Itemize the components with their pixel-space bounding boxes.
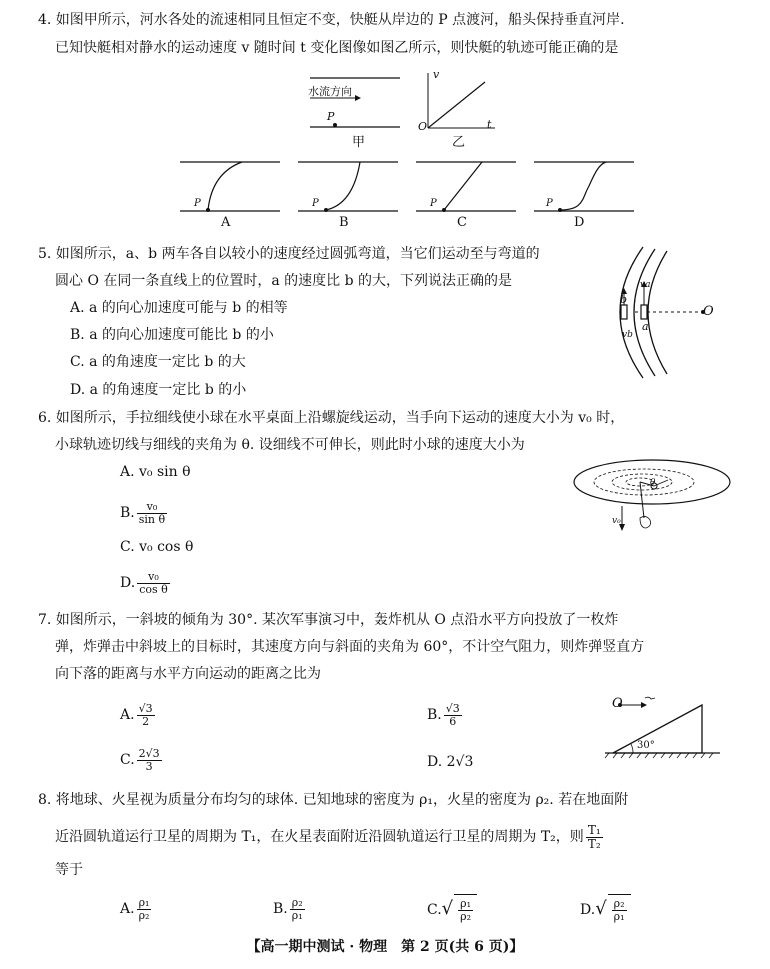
q6-figure [572,456,732,536]
q4-axis-t: t [487,118,492,131]
q5-option-c: C. a 的角速度一定比 b 的大 [70,354,246,370]
q4-caption-jia: 甲 [352,135,366,150]
q5-option-b: B. a 的向心加速度可能比 b 的小 [70,327,274,343]
q6-theta: θ [650,478,656,488]
q7-option-a: A. $\frac{√3}{2}$ [120,701,153,728]
q5-va: va [640,280,651,290]
q4-origin: O [418,120,428,133]
q5-line2: 圆心 O 在同一条直线上的位置时，a 的速度比 b 的大，下列说法正确的是 [55,273,513,289]
q4-line2: 已知快艇相对静水的运动速度 v 随时间 t 变化图像如图乙所示，则快艇的轨迹可能正确的是 [55,40,619,56]
q7-option-c: C. $\frac{2√3}{3}$ [120,746,160,773]
q7-figure [605,695,735,770]
q7-line3: 向下落的距离与水平方向运动的距离之比为 [55,666,321,682]
q5-car-b: b [620,293,628,306]
q5-option-d: D. a 的角速度一定比 b 的小 [70,382,247,398]
q7-angle: 30° [637,740,655,751]
q5-option-a: A. a 的向心加速度可能与 b 的相等 [70,300,288,316]
q8-option-b: B. $\frac{\text{ρ₂}}{\text{ρ₁}}$ [273,895,303,922]
q8-option-a: A. $\frac{\text{ρ₁}}{\text{ρ₂}}$ [120,895,150,922]
q7-line1: 7. 如图所示，一斜坡的倾角为 30°. 某次军事演习中，轰炸机从 O 点沿水平方向投放了一枚炸 [38,612,619,628]
q5-vb: vb [622,330,633,340]
q4-caption-yi: 乙 [452,135,466,150]
q4-option-b: B [339,215,349,230]
q8-line2: 近沿圆轨道运行卫星的周期为 T₁，在火星表面附近沿圆轨道运行卫星的周期为 T₂，则 $\frac{\text{T₁}}{\text{T₂}}$ [55,822,601,851]
q4-point-p: P [327,110,335,123]
q7-point-o: O [612,696,623,711]
q7-option-b: B. $\frac{√3}{6}$ [427,701,460,728]
q6-option-b: B. $\frac{\text{v₀}}{\text{sin θ}}$ [120,499,166,526]
q8-option-d: D.√ $\frac{\text{ρ₂}}{\text{ρ₁}}$ [580,894,631,925]
q7-option-d: D. 2√3 [427,754,474,770]
q7-line2: 弹，炸弹击中斜坡上的目标时，其速度方向与斜面的夹角为 60°，不计空气阻力，则炸弹竖直方 [55,639,645,655]
q6-option-c: C. v₀ cos θ [120,539,194,555]
q4-axis-v: v [433,68,440,81]
q6-line1: 6. 如图所示，手拉细线使小球在水平桌面上沿螺旋线运动，当手向下运动的速度大小为 v₀ 时， [38,410,625,426]
q5-car-a: a [642,320,649,333]
q6-line2: 小球轨迹切线与细线的夹角为 θ. 设细线不可伸长，则此时小球的速度大小为 [55,437,525,453]
page-footer: 【高一期中测试 · 物理 第 2 页(共 6 页)】 [246,939,524,955]
q4-option-a: A [221,215,231,230]
q4-line1: 4. 如图甲所示，河水各处的流速相同且恒定不变，快艇从岸边的 P 点渡河，船头保持垂直河岸. [38,12,625,28]
q4-option-d: D [574,215,585,230]
q8-line3: 等于 [55,862,83,878]
q5-line1: 5. 如图所示，a、b 两车各自以较小的速度经过圆弧弯道，当它们运动至与弯道的 [38,246,540,262]
q8-option-c: C.√ $\frac{\text{ρ₁}}{\text{ρ₂}}$ [427,894,477,925]
q6-option-d: D. $\frac{\text{v₀}}{\text{cos θ}}$ [120,569,168,596]
q6-v0: v₀ [612,516,621,526]
q4-option-c: C [457,215,467,230]
q6-option-a: A. v₀ sin θ [120,464,191,480]
q5-center-o: O [703,304,714,319]
q8-line1: 8. 将地球、火星视为质量分布均匀的球体. 已知地球的密度为 ρ₁，火星的密度为 ρ₂. 若在地面附 [38,792,629,808]
q4-flow-label: 水流方向 [308,85,352,98]
q5-figure [605,245,735,380]
